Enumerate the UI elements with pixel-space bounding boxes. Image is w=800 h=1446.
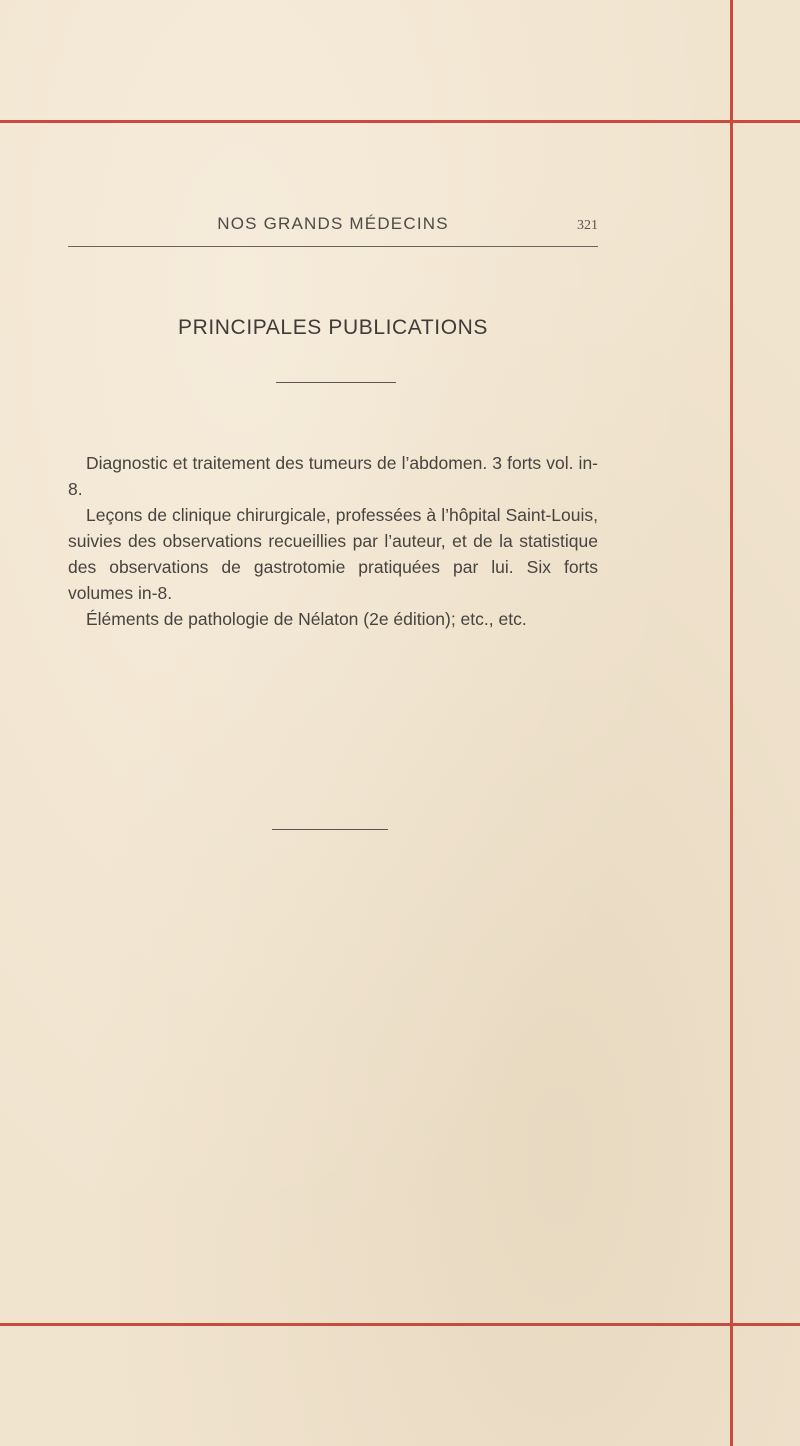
page-number: 321 <box>577 218 598 233</box>
title-divider <box>276 382 396 383</box>
running-title: NOS GRANDS MÉDECINS <box>217 214 449 233</box>
publication-list <box>68 450 598 632</box>
running-head <box>68 214 598 240</box>
bottom-border-rule <box>0 1323 800 1326</box>
publication-entry: Éléments de pathologie de Nélaton (2e édition); etc., etc. <box>86 609 527 629</box>
header-divider <box>68 246 598 247</box>
publication-entry: Diagnostic et traitement des tumeurs de l’abdomen. 3 forts vol. in-8. <box>68 453 598 499</box>
top-border-rule <box>0 120 800 123</box>
end-divider <box>272 829 388 830</box>
right-border-rule <box>730 0 733 1446</box>
section-title: PRINCIPALES PUBLICATIONS <box>177 316 489 339</box>
publication-entry: Leçons de clinique chirurgicale, professées à l’hôpital Saint-Louis, suivies des observations recueillies par l’auteur, et de la statistique des observations de gastrotomie pratiquées par lui. Six forts volumes in-8. <box>68 505 598 603</box>
